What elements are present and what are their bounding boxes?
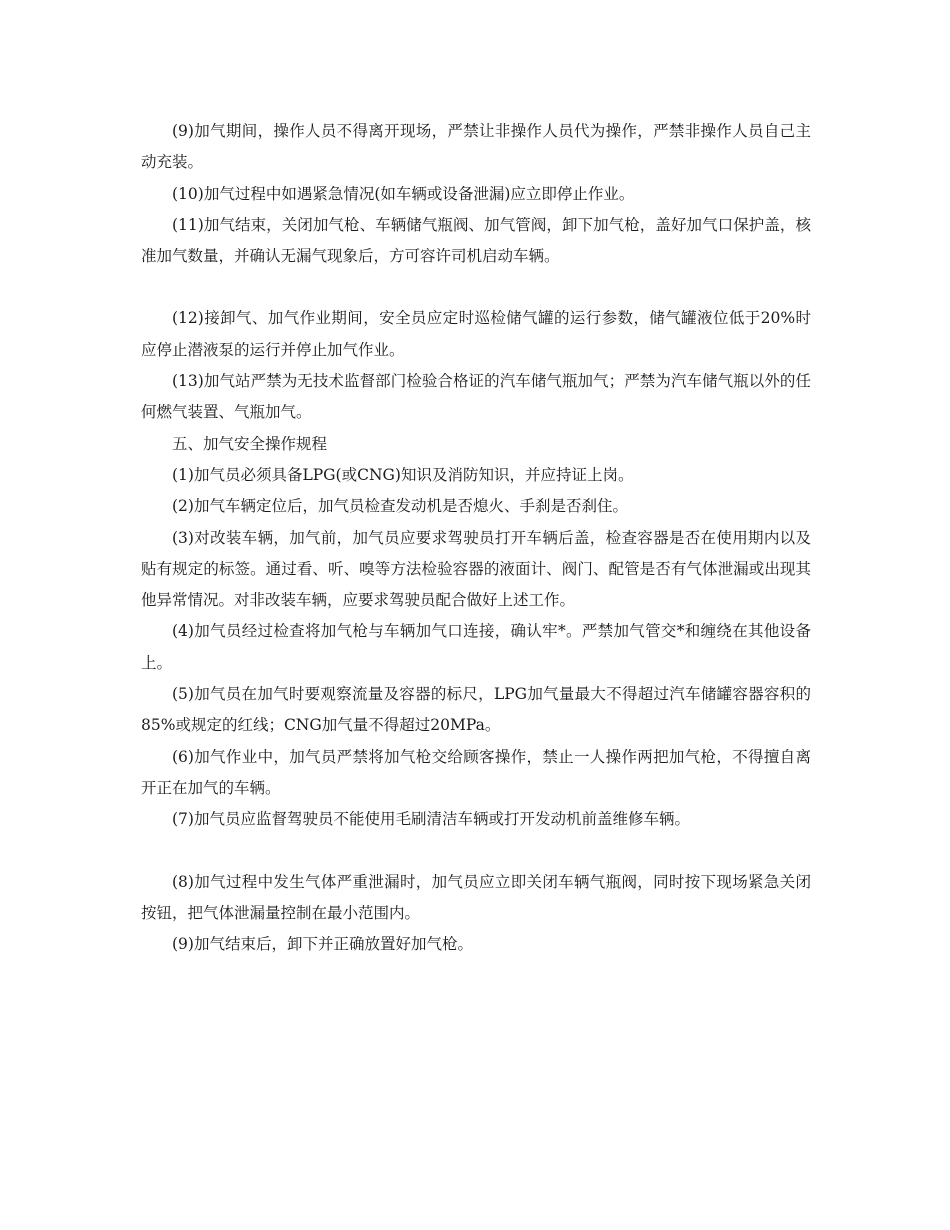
paragraph-6-nozzle-handling: (6)加气作业中，加气员严禁将加气枪交给顾客操作，禁止一人操作两把加气枪，不得擅自离开正在加气的车辆。 — [141, 747, 811, 797]
paragraph-12-tank-inspection: (12)接卸气、加气作业期间，安全员应定时巡检储气罐的运行参数，储气罐液位低于20%时应停止潜液泵的运行并停止加气作业。 — [141, 309, 811, 359]
paragraph-9-nozzle-storage: (9)加气结束后，卸下并正确放置好加气枪。 — [172, 935, 473, 954]
paragraph-13-cylinder-rules: (13)加气站严禁为无技术监督部门检验合格证的汽车储气瓶加气；严禁为汽车储气瓶以外的任何燃气装置、气瓶加气。 — [141, 372, 811, 422]
paragraph-1-certification: (1)加气员必须具备LPG(或CNG)知识及消防知识，并应持证上岗。 — [172, 465, 634, 484]
paragraph-8-leak-response: (8)加气过程中发生气体严重泄漏时，加气员应立即关闭车辆气瓶阀，同时按下现场紧急关闭按钮，把气体泄漏量控制在最小范围内。 — [141, 872, 811, 922]
paragraph-3-vehicle-check: (3)对改装车辆，加气前，加气员应要求驾驶员打开车辆后盖，检查容器是否在使用期内以及贴有规定的标签。通过看、听、嗅等方法检验容器的液面计、阀门、配管是否有气体泄漏或出现其他异常情况。对非改装车辆，应要求驾驶员配合做好上述工作。 — [141, 528, 811, 610]
paragraph-4-nozzle-connect: (4)加气员经过检查将加气枪与车辆加气口连接，确认牢*。严禁加气管交*和缠绕在其他设备上。 — [141, 622, 811, 672]
paragraph-11-refuel-finish: (11)加气结束，关闭加气枪、车辆储气瓶阀、加气管阀，卸下加气枪，盖好加气口保护盖，核准加气数量，并确认无漏气现象后，方可容许司机启动车辆。 — [141, 215, 811, 266]
section-heading-5: 五、加气安全操作规程 — [172, 434, 328, 453]
document-body — [141, 116, 811, 960]
paragraph-9-operator-presence: (9)加气期间，操作人员不得离开现场，严禁让非操作人员代为操作，严禁非操作人员自己主动充装。 — [141, 122, 811, 172]
paragraph-7-driver-supervision: (7)加气员应监督驾驶员不能使用毛刷清洁车辆或打开发动机前盖维修车辆。 — [172, 810, 690, 829]
paragraph-gap — [141, 272, 811, 303]
paragraph-5-fill-limits: (5)加气员在加气时要观察流量及容器的标尺，LPG加气量最大不得超过汽车储罐容器容积的85%或规定的红线；CNG加气量不得超过20MPa。 — [141, 685, 811, 735]
paragraph-10-emergency-stop: (10)加气过程中如遇紧急情况(如车辆或设备泄漏)应立即停止作业。 — [172, 184, 635, 203]
paragraph-gap — [141, 836, 811, 867]
paragraph-2-engine-check: (2)加气车辆定位后，加气员检查发动机是否熄火、手刹是否刹住。 — [172, 497, 628, 516]
